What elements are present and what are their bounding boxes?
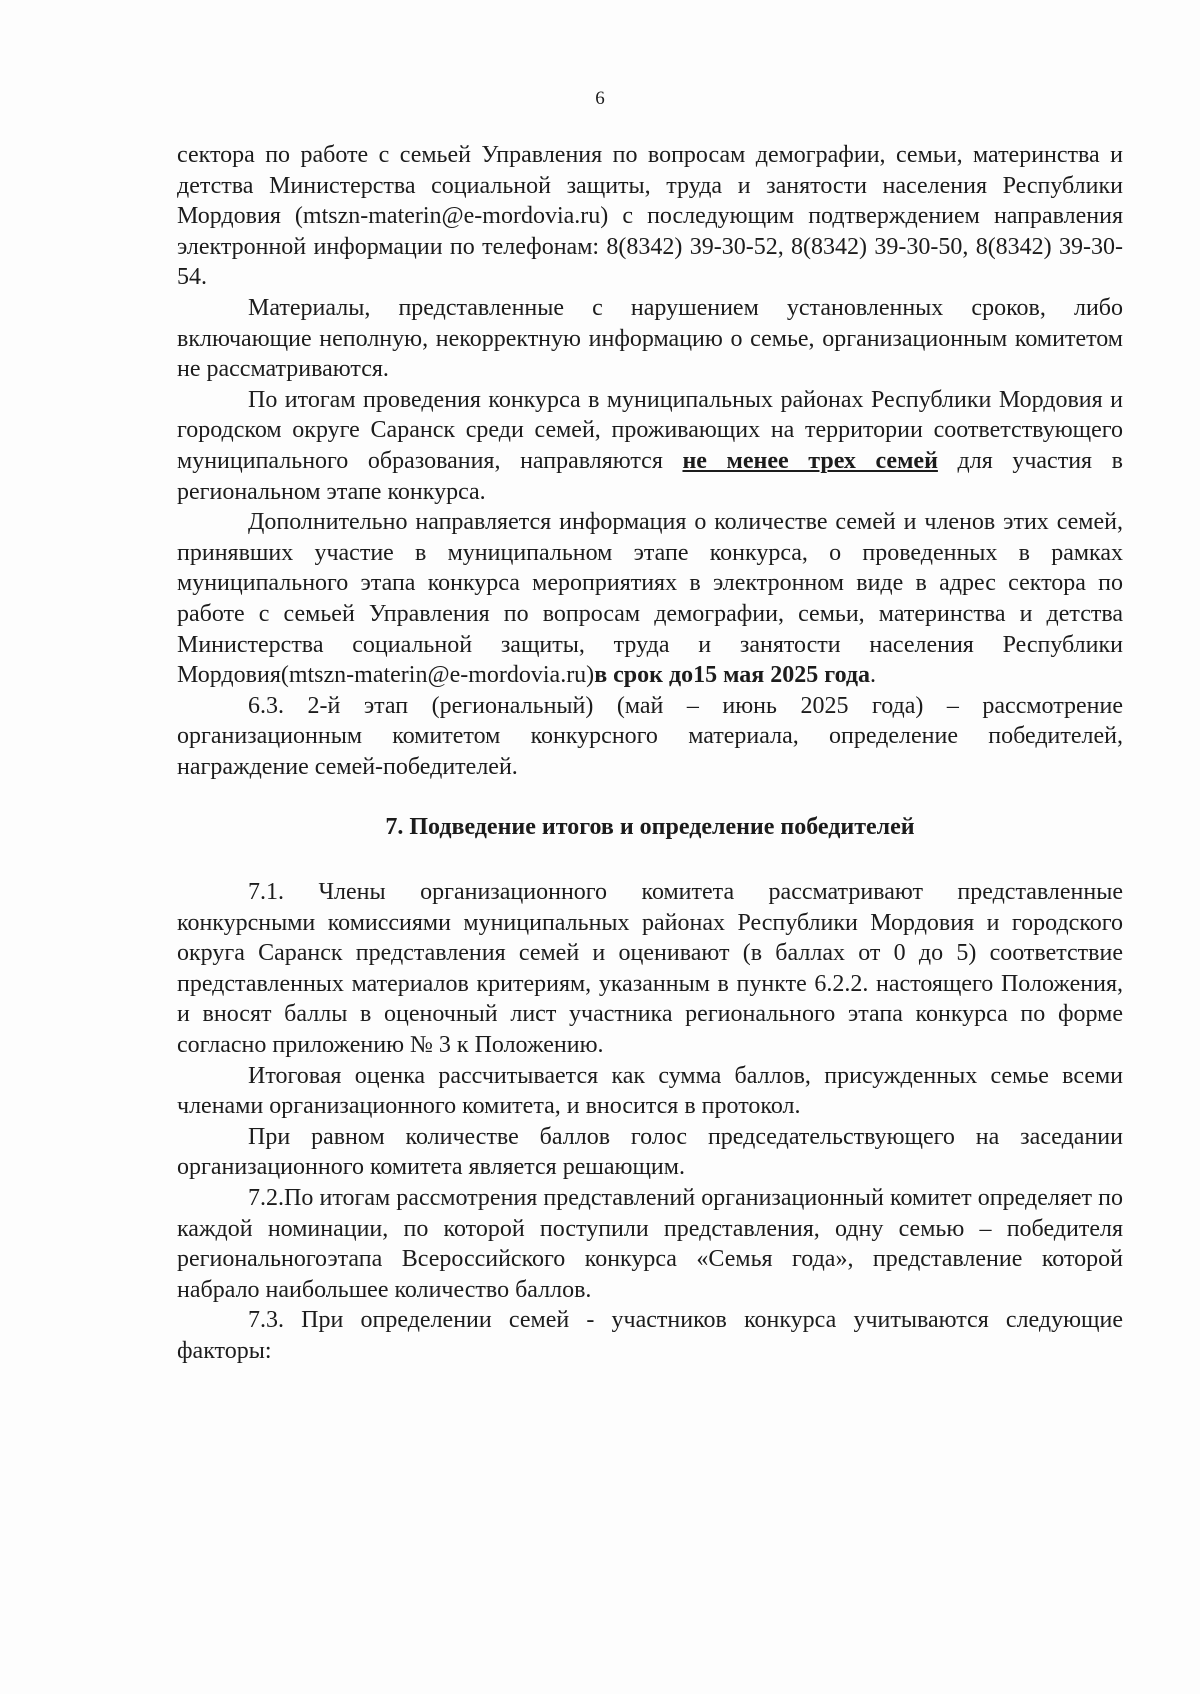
paragraph-additional-info-text: Дополнительно направляется информация о количестве семей и членов этих семей, принявших участие в муниципальном этапе конкурса, о проведенных в рамках муниципального этапа конкурса мероприятиях в электронном виде в адрес сектора по работе с семьей Управления по вопросам демографии, семьи, материнства и детства Министерства социальной защиты, труда и занятости населения Республики Мордовия(mtszn-materin@e-mordovia.ru): [177, 509, 1123, 689]
page-number: 6: [595, 88, 605, 109]
paragraph-municipal-results-text: По итогам проведения конкурса в муниципальных районах Республики Мордовия и городском округе Саранск среди семей, проживающих на территории соответствующего муниципального образования, направляются: [177, 386, 1123, 474]
paragraph-7-2: 7.2.По итогам рассмотрения представлений организационный комитет определяет по каждой номинации, по которой поступили представления, одну семью – победителя региональногоэтапа Всероссийского конкурса «Семья года», представление которой набрало наибольшее количество баллов.: [177, 1185, 1123, 1303]
paragraph-total-score: Итоговая оценка рассчитывается как сумма баллов, присужденных семье всеми членами организационного комитета, и вносится в протокол.: [177, 1062, 1123, 1120]
paragraph-additional-info: [177, 507, 1123, 691]
emphasis-at-least-three-families: не менее трех семей: [682, 447, 938, 474]
section-heading-7: 7. Подведение итогов и определение победителей: [385, 814, 915, 841]
paragraph-continuation-contacts: сектора по работе с семьей Управления по вопросам демографии, семьи, материнства и детства Министерства социальной защиты, труда и занятости населения Республики Мордовия (mtszn-materin@e-mordovia.ru) с последующим подтверждением направления электронной информации по телефонам: 8(8342) 39-30-52, 8(8342) 39-30-50, 8(8342) 39-30-54.: [177, 142, 1123, 291]
paragraph-7-1: 7.1. Члены организационного комитета рассматривают представленные конкурсными комиссиями муниципальных районах Республики Мордовия и городского округа Саранск представления семей и оценивают (в баллах от 0 до 5) соответствие представленных материалов критериям, указанным в пункте 6.2.2. настоящего Положения, и вносят баллы в оценочный лист участника регионального этапа конкурса по форме согласно приложению № 3 к Положению.: [177, 879, 1123, 1059]
paragraph-municipal-results: [177, 385, 1123, 507]
paragraph-tie-vote: При равном количестве баллов голос председательствующего на заседании организационного комитета является решающим.: [177, 1123, 1123, 1181]
paragraph-7-3: 7.3. При определении семей - участников конкурса учитываются следующие факторы:: [177, 1307, 1123, 1364]
paragraph-municipal-results-tail: для участия в региональном этапе конкурса.: [177, 447, 1124, 505]
deadline-text: в срок до15 мая 2025 года: [594, 662, 871, 689]
document-body: [177, 140, 1123, 1367]
paragraph-late-materials: Материалы, представленные с нарушением установленных сроков, либо включающие неполную, некорректную информацию о семье, организационным комитетом не рассматриваются.: [177, 294, 1123, 383]
paragraph-additional-info-tail: .: [870, 662, 877, 689]
paragraph-stage-two: 6.3. 2-й этап (региональный) (май – июнь 2025 года) – рассмотрение организационным комитетом конкурсного материала, определение победителей, награждение семей-победителей.: [177, 692, 1123, 780]
